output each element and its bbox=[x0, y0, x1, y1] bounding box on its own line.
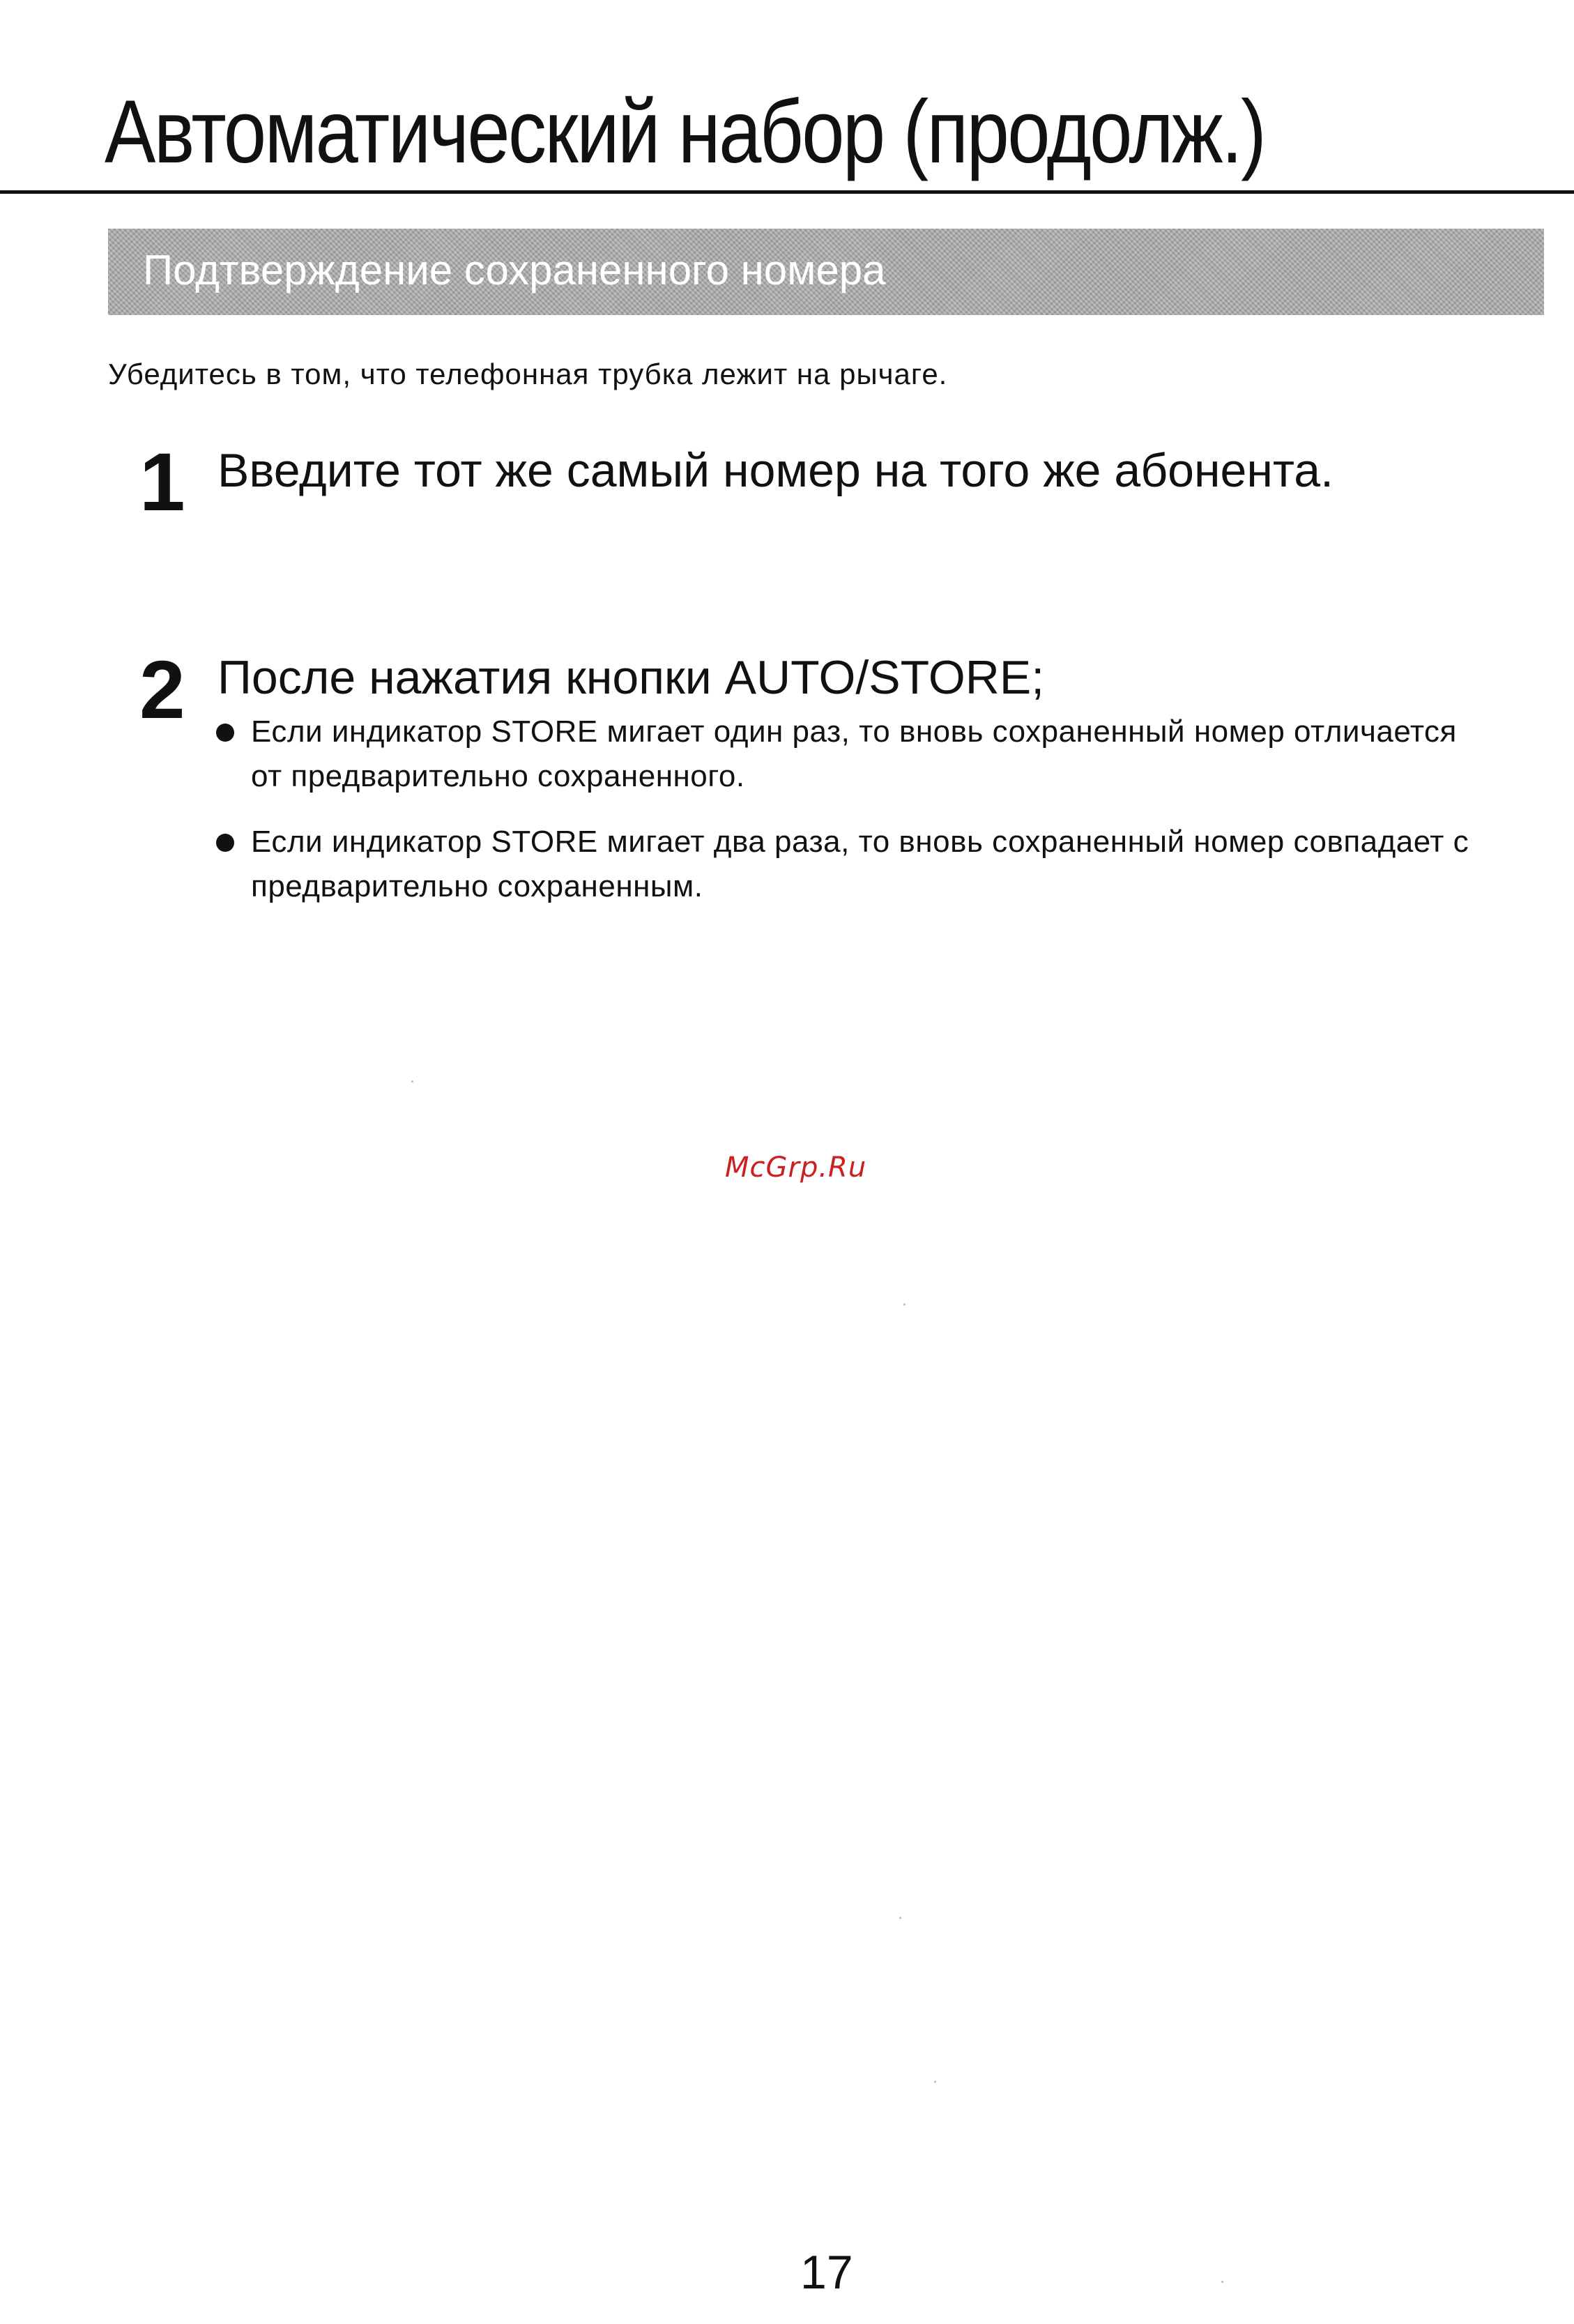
step-2-bullet-text: Если индикатор STORE мигает два раза, то вновь сохраненный номер совпадает с предварительно сохраненным. bbox=[251, 825, 1469, 903]
step-2-text: После нажатия кнопки AUTO/STORE; bbox=[217, 651, 1045, 704]
title-divider bbox=[0, 190, 1574, 194]
bullet-dot-icon bbox=[216, 724, 234, 742]
scan-speck bbox=[934, 2081, 936, 2083]
step-1-text: Введите тот же самый номер на того же абонента. bbox=[217, 444, 1334, 497]
section-header-bar bbox=[108, 229, 1544, 315]
scan-speck bbox=[1221, 2281, 1223, 2283]
bullet-dot-icon bbox=[216, 834, 234, 852]
step-1-number: 1 bbox=[139, 436, 185, 528]
watermark: McGrp.Ru bbox=[725, 1152, 867, 1184]
page-title: Автоматический набор (продолж.) bbox=[105, 82, 1265, 182]
section-title: Подтверждение сохраненного номера bbox=[143, 247, 886, 293]
scan-speck bbox=[411, 1080, 413, 1083]
step-2-number: 2 bbox=[139, 644, 185, 736]
intro-text: Убедитесь в том, что телефонная трубка лежит на рычаге. bbox=[108, 358, 948, 390]
scan-speck bbox=[903, 1304, 906, 1306]
page-number: 17 bbox=[800, 2246, 853, 2299]
step-2-bullet-text: Если индикатор STORE мигает один раз, то вновь сохраненный номер отличается от предварительно сохраненного. bbox=[251, 714, 1457, 793]
scan-speck bbox=[899, 1917, 901, 1919]
